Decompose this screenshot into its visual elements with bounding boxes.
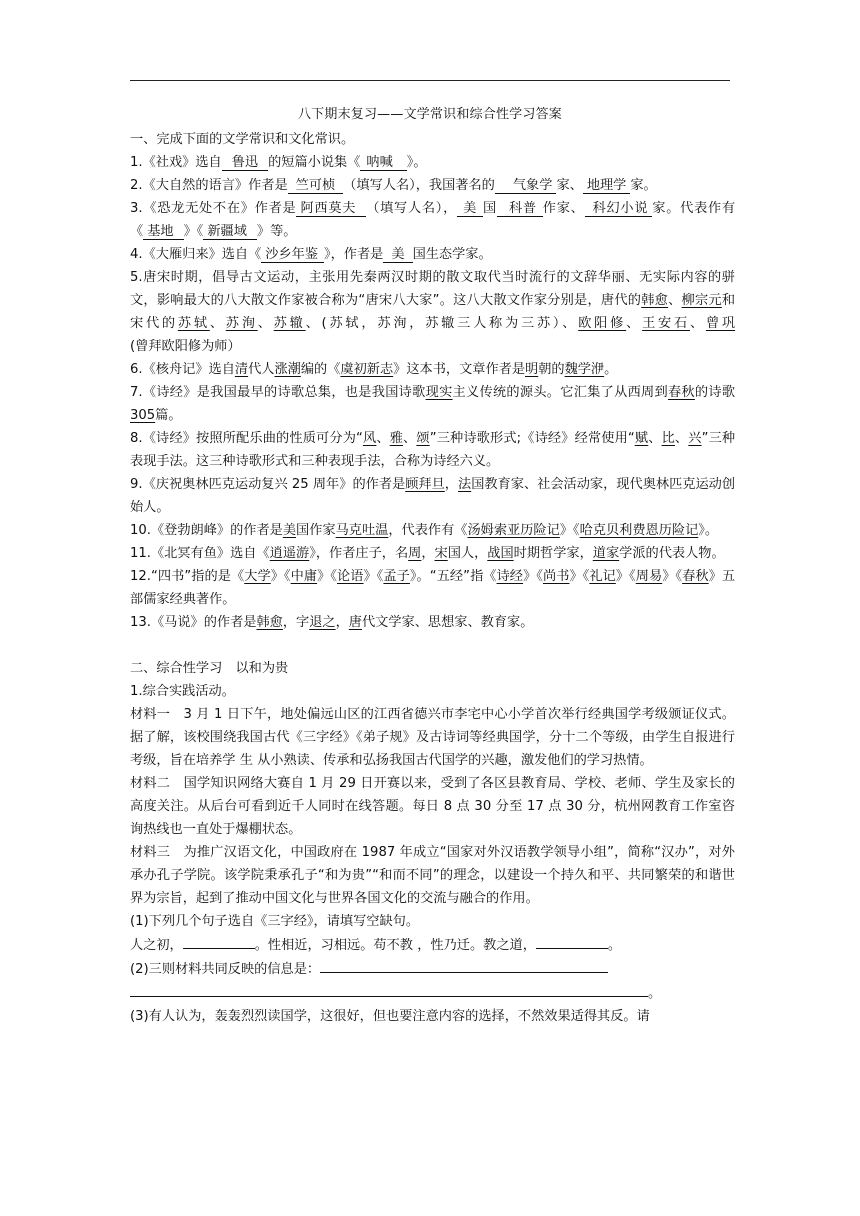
section1-heading: 一、完成下面的文学常识和文化常识。 <box>130 132 355 147</box>
answer: 气象学 <box>495 178 557 194</box>
question-5: 5.唐宋时期，倡导古文运动，主张用先秦两汉时期的散文取代当时流行的文辞华丽、无实际内容的骈文，影响最大的八大散文作家被合称为“唐宋八大家”。这八大散文作家分别是，唐代的韩愈、柳宗元和宋代的苏轼、苏洵、苏辙、(苏轼，苏洵，苏辙三人称为三苏）、欧阳修、王安石、曾巩(曾拜欧阳修为师） <box>130 270 736 354</box>
question-1: 1.《社戏》选自 鲁迅 的短篇小说集《 呐喊 》。 <box>130 155 427 170</box>
subquestion-1: (1)下列几个句子选自《三字经》，请填写空缺句。 <box>130 914 420 929</box>
subquestion-3: (3)有人认为，轰轰烈烈读国学，这很好，但也要注意内容的选择，不然效果适得其反。请 <box>130 1009 650 1024</box>
answer: 科普 <box>497 201 543 217</box>
question-8: 8.《诗经》按照所配乐曲的性质可分为“风、雅、颂”三种诗歌形式;《诗经》经常使用“赋、比、兴”三种表现手法。这三种诗歌形式和三种表现手法，合称为诗经六义。 <box>130 431 736 469</box>
paragraph-gap <box>130 634 735 657</box>
document-body <box>130 128 735 1028</box>
question-13: 13.《马说》的作者是韩愈，字退之，唐代文学家、思想家、教育家。 <box>130 615 534 630</box>
subquestion-1-fill-line: 人之初， 。性相近，习相远。苟不教 ，性乃迁。教之道， 。 <box>130 933 735 957</box>
answer: 基地 <box>143 224 183 240</box>
question-3: 3.《恐龙无处不在》作者是 阿西莫夫 （填写人名）， 美 国 科普 作家、 科幻小说 家。代表作有《 基地 》《 新疆域 》等。 <box>130 201 736 239</box>
subquestion-2: (2)三则材料共同反映的信息是： <box>130 957 735 981</box>
header-rule <box>130 80 730 81</box>
section2-heading: 二、综合性学习 以和为贵 <box>130 661 289 676</box>
material-1: 材料一 3 月 1 日下午，地处偏远山区的江西省德兴市李宅中心小学首次举行经典国学考级颁证仪式。据了解，该校围绕我国古代《三字经》《弟子规》及古诗词等经典国学，分十二个等级，由学生自报进行考级，旨在培养学 生 从小熟读、传承和弘扬我国古代国学的兴趣，激发他们的学习热情。 <box>130 707 735 768</box>
question-7: 7.《诗经》是我国最早的诗歌总集，也是我国诗歌现实主义传统的源头。它汇集了从西周到春秋的诗歌305篇。 <box>130 385 736 423</box>
question-11: 11.《北冥有鱼》选自《逍遥游》，作者庄子，名周，宋国人，战国时期哲学家，道家学派的代表人物。 <box>130 546 725 561</box>
answer-blank[interactable] <box>320 957 608 973</box>
material-3: 材料三 为推广汉语文化，中国政府在 1987 年成立“国家对外汉语教学领导小组”，简称“汉办”，对外承办孔子学院。该学院秉承孔子“和为贵”“和而不同”的理念，以建设一个持久和平、共同繁荣的和谐世界为宗旨，起到了推动中国文化与世界各国文化的交流与融合的作用。 <box>130 845 735 906</box>
answer: 竺可桢 <box>288 178 344 194</box>
answer-blank[interactable] <box>183 933 255 949</box>
answer: 科幻小说 <box>585 201 653 217</box>
question-12: 12.“四书”指的是《大学》《中庸》《论语》《孟子》。“五经”指《诗经》《尚书》《礼记》《周易》《春秋》五部儒家经典著作。 <box>130 569 736 607</box>
answer: 新疆域 <box>203 224 257 240</box>
question-2: 2.《大自然的语言》作者是 竺可桢 （填写人名），我国著名的 气象学 家、 地理学 家。 <box>130 178 657 193</box>
answer: 美 <box>383 247 412 263</box>
answer: 地理学 <box>583 178 631 194</box>
question-4: 4.《大雁归来》选自《 沙乡年鉴 》，作者是 美 国生态学家。 <box>130 247 492 262</box>
answer: 阿西莫夫 <box>296 201 366 217</box>
answer-blank[interactable] <box>130 981 648 997</box>
question-6: 6.《核舟记》选自清代人涨潮编的《虞初新志》这本书，文章作者是明朝的魏学洢。 <box>130 362 618 377</box>
question-9: 9.《庆祝奥林匹克运动复兴 25 周年》的作者是顾拜旦，法国教育家、社会活动家，现代奥林匹克运动创始人。 <box>130 477 736 515</box>
question-10: 10.《登勃朗峰》的作者是美国作家马克吐温，代表作有《汤姆索亚历险记》《哈克贝利费恩历险记》。 <box>130 523 719 538</box>
material-2: 材料二 国学知识网络大赛自 1 月 29 日开赛以来，受到了各区县教育局、学校、老师、学生及家长的高度关注。从后台可看到近千人同时在线答题。每日 8 点 30 分至 17 点 30 分，杭州网教育工作室咨询热线也一直处于爆棚状态。 <box>130 776 735 837</box>
answer: 美 <box>457 201 483 217</box>
answer: 呐喊 <box>360 155 406 171</box>
subquestion-2-continuation: 。 <box>130 981 735 1005</box>
answer: 鲁迅 <box>222 155 268 171</box>
document-title: 八下期末复习——文学常识和综合性学习答案 <box>297 107 562 122</box>
section2-subheading: 1.综合实践活动。 <box>130 684 235 699</box>
answer: 沙乡年鉴 <box>261 247 324 263</box>
answer-blank[interactable] <box>536 933 608 949</box>
